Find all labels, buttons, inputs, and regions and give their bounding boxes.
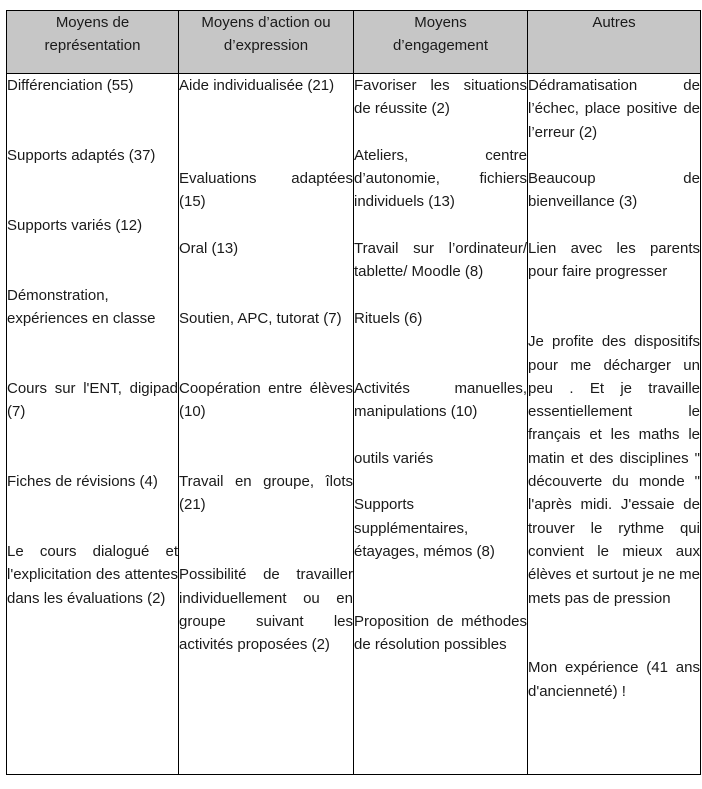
cell-paragraph: Aide individualisée (21) [179, 77, 335, 94]
header-line-2: représentation [44, 37, 141, 54]
paragraph-spacer [7, 237, 178, 260]
cell-paragraph: Différenciation (55) [7, 77, 134, 94]
cell-paragraph: Coopération entre élèves (10) [179, 379, 353, 421]
paragraph-spacer [179, 214, 353, 237]
paragraph-spacer [179, 97, 353, 120]
paragraph-spacer [528, 214, 700, 237]
cell-paragraph: Travail en groupe, îlots (21) [179, 473, 353, 514]
header-line-1: Autres [592, 14, 636, 31]
paragraph-spacer [354, 563, 527, 586]
paragraph-spacer [179, 330, 353, 353]
cell-paragraph: Dédramatisation de l’échec, place positive de l’erreur (2) [528, 77, 700, 141]
cell-paragraph: Beaucoup de bienveillance (3) [528, 170, 700, 211]
paragraph-spacer [528, 307, 700, 330]
paragraph-spacer [7, 167, 178, 190]
table-row [7, 74, 701, 775]
table-header-row [7, 11, 701, 74]
paragraph-spacer [7, 330, 178, 353]
column-header-moyens-daction-ou-dexpression [179, 11, 354, 74]
header-line-1: Moyens de [55, 14, 130, 31]
paragraph-spacer [354, 354, 527, 377]
paragraph-spacer [7, 260, 178, 283]
cell-paragraph: Fiches de révisions (4) [7, 473, 158, 491]
cell-paragraph: Supports variés (12) [7, 216, 143, 234]
paragraph-spacer [7, 190, 178, 213]
paragraph-spacer [528, 144, 700, 167]
paragraph-spacer [7, 493, 178, 516]
cell-paragraph: Je profite des dispositifs pour me décharger un peu . Et je travaille essentiellement le français et les maths le matin et des disciplines " découverte du monde " l'après midi. J'essaie de trouver le rythme qui convient le mieux aux élèves et surtout je ne me mets pas de pression [528, 333, 700, 607]
paragraph-spacer [179, 423, 353, 446]
paragraph-spacer [179, 144, 353, 167]
paragraph-spacer [354, 470, 527, 493]
cell-paragraph: Lien avec les parents pour faire progresser [528, 240, 700, 281]
paragraph-spacer [7, 97, 178, 120]
cell-paragraph: Cours sur l'ENT, digipad (7) [7, 379, 178, 421]
cell-paragraph: Proposition de méthodes de résolution possibles [354, 612, 527, 654]
column-header-moyens-de-representation [7, 11, 179, 74]
paragraph-spacer [179, 517, 353, 540]
cell-paragraph: Démonstration, expériences en classe [7, 286, 156, 327]
cell-paragraph: Activités manuelles, manipulations (10) [354, 379, 527, 421]
paragraph-spacer [179, 447, 353, 470]
cell-autres [528, 74, 701, 775]
paragraph-spacer [354, 330, 527, 353]
cell-paragraph: Oral (13) [179, 240, 239, 258]
paragraph-spacer [7, 447, 178, 470]
header-line-2: d’engagement [392, 37, 489, 54]
cell-paragraph: Soutien, APC, tutorat (7) [179, 309, 342, 327]
cell-moyens-dengagement [354, 74, 528, 775]
paragraph-spacer [7, 354, 178, 377]
cell-paragraph: outils variés [354, 449, 434, 467]
paragraph-spacer [7, 121, 178, 144]
cell-paragraph: Rituels (6) [354, 309, 423, 327]
cell-moyens-daction-ou-dexpression [179, 74, 354, 775]
cell-paragraph: Travail sur l’ordinateur/ tablette/ Moodle (8) [354, 240, 527, 281]
cell-moyens-de-representation [7, 74, 179, 775]
cell-paragraph: Possibilité de travailler individuellement ou en groupe suivant les activités proposées (2) [179, 566, 353, 654]
paragraph-spacer [528, 633, 700, 656]
paragraph-spacer [354, 284, 527, 307]
paragraph-spacer [179, 260, 353, 283]
paragraph-spacer [354, 587, 527, 610]
cell-paragraph: Supports supplémentaires, étayages, mémos (8) [354, 496, 495, 560]
cell-paragraph: Supports adaptés (37) [7, 146, 156, 164]
header-line-1: Moyens [414, 14, 467, 31]
paragraph-spacer [179, 121, 353, 144]
cell-paragraph: Evaluations adaptées (15) [179, 170, 353, 211]
paragraph-spacer [528, 284, 700, 307]
paragraph-spacer [528, 610, 700, 633]
paragraph-spacer [179, 354, 353, 377]
paragraph-spacer [354, 423, 527, 446]
column-header-autres [528, 11, 701, 74]
cell-paragraph: Favoriser les situations de réussite (2) [354, 77, 527, 118]
paragraph-spacer [354, 214, 527, 237]
paragraph-spacer [7, 423, 178, 446]
paragraph-spacer [354, 121, 527, 144]
table-body [7, 74, 701, 775]
table-container [6, 10, 700, 775]
cell-paragraph: Ateliers, centre d’autonomie, fichiers individuels (13) [354, 146, 527, 211]
paragraph-spacer [179, 284, 353, 307]
cell-paragraph: Mon expérience (41 ans d'ancienneté) ! [528, 659, 700, 700]
header-line-2: d’expression [223, 37, 309, 54]
synthesis-table [6, 10, 701, 775]
paragraph-spacer [179, 540, 353, 563]
paragraph-spacer [7, 517, 178, 540]
column-header-moyens-dengagement [354, 11, 528, 74]
header-line-1: Moyens d’action ou [201, 14, 331, 31]
cell-paragraph: Le cours dialogué et l'explicitation des attentes dans les évaluations (2) [7, 542, 178, 607]
